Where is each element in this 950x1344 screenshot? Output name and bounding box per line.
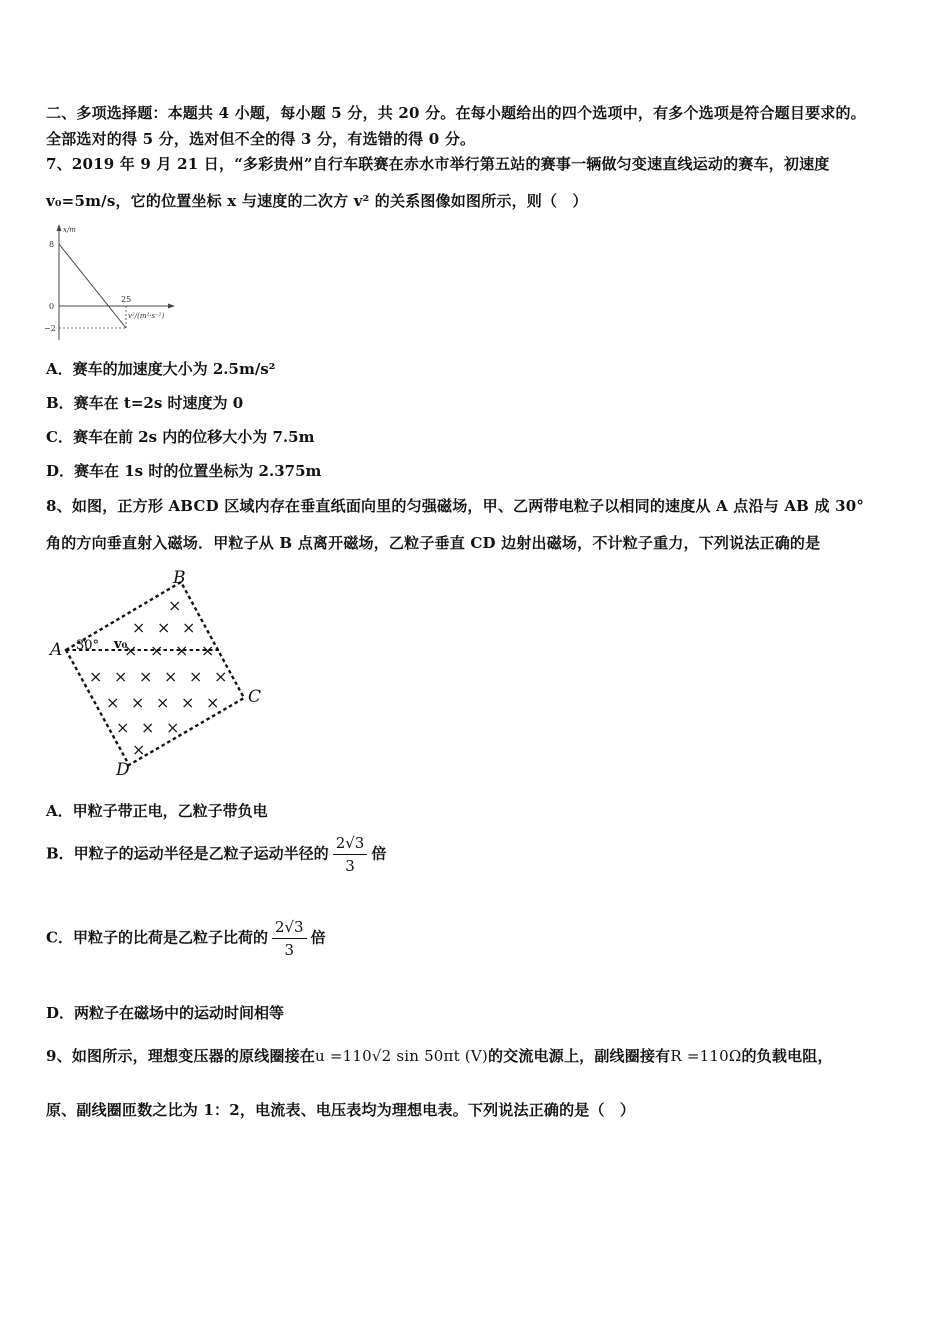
field-crosses: [89, 596, 227, 759]
cross: ×: [114, 667, 128, 686]
frac-denominator: 3: [284, 941, 295, 959]
q8-figure: [44, 565, 274, 785]
label-angle: 30°: [76, 638, 100, 653]
label-b: B: [173, 568, 186, 588]
cross: ×: [132, 618, 146, 637]
frac-denominator: 3: [345, 857, 355, 875]
label-a: A: [50, 640, 63, 660]
cross: ×: [201, 641, 215, 660]
cross: ×: [166, 718, 180, 737]
section-heading-line1: 二、多项选择题：本题共 4 小题，每小题 5 分，共 20 分。在每小题给出的四个选项中，有多个选项是符合题目要求的。: [46, 104, 866, 122]
q7-stem-line2: v₀=5m/s，它的位置坐标 x 与速度的二次方 v² 的关系图像如图所示，则（ ）: [46, 192, 588, 210]
q9-stem-pre: 9、如图所示，理想变压器的原线圈接在: [46, 1047, 316, 1065]
fraction-two-root3-over3: [333, 834, 368, 875]
cross: ×: [132, 740, 146, 759]
cross: ×: [106, 693, 120, 712]
graph-tick-8: 8: [49, 240, 55, 249]
cross: ×: [189, 667, 203, 686]
cross: ×: [164, 667, 178, 686]
cross: ×: [168, 596, 182, 615]
frac-numerator: 2√3: [274, 918, 304, 936]
cross: ×: [131, 693, 145, 712]
graph-line: [59, 244, 126, 328]
q8-option-c-text: C．甲粒子的比荷是乙粒子比荷的: [46, 928, 268, 947]
label-d: D: [116, 760, 130, 780]
graph-y-label: x/m: [63, 226, 76, 234]
cross: ×: [181, 693, 195, 712]
cross: ×: [150, 641, 164, 660]
graph-tick-0: 0: [49, 302, 55, 311]
section-heading-line2: 全部选对的得 5 分，选对但不全的得 3 分，有选错的得 0 分。: [46, 130, 476, 148]
q8-option-a[interactable]: A．甲粒子带正电，乙粒子带负电: [46, 802, 268, 820]
graph-tick-25: 25: [121, 295, 132, 304]
q8-stem-line1: 8、如图，正方形 ABCD 区域内存在垂直纸面向里的匀强磁场，甲、乙两带电粒子以相同的速度从 A 点沿与 AB 成 30°: [46, 497, 865, 515]
cross: ×: [214, 667, 228, 686]
q7-graph: [44, 222, 184, 342]
q9-stem-post: 的负载电阻，: [741, 1047, 833, 1065]
q8-option-c-suffix: 倍: [310, 928, 326, 947]
cross: ×: [116, 718, 130, 737]
cross: ×: [156, 693, 170, 712]
cross: ×: [182, 618, 196, 637]
q8-option-b[interactable]: [46, 834, 386, 875]
frac-numerator: 2√3: [335, 834, 365, 852]
graph-x-label: v²/(m²·s⁻²): [128, 312, 165, 320]
cross: ×: [139, 667, 153, 686]
cross: ×: [157, 618, 171, 637]
fraction-two-root3-over3: [272, 918, 307, 959]
cross: ×: [206, 693, 220, 712]
q8-stem-line2: 角的方向垂直射入磁场．甲粒子从 B 点离开磁场，乙粒子垂直 CD 边射出磁场，不计粒子重力，下列说法正确的是: [46, 534, 821, 552]
cross: ×: [175, 641, 189, 660]
cross: ×: [89, 667, 103, 686]
q8-option-b-text: B．甲粒子的运动半径是乙粒子运动半径的: [46, 844, 329, 863]
cross: ×: [141, 718, 155, 737]
q7-option-c[interactable]: C．赛车在前 2s 内的位移大小为 7.5m: [46, 428, 315, 446]
q8-option-c[interactable]: [46, 918, 326, 959]
q9-stem-mid: 的交流电源上，副线圈接有: [487, 1047, 671, 1065]
cross: ×: [124, 641, 138, 660]
q7-option-b[interactable]: B．赛车在 t=2s 时速度为 0: [46, 394, 244, 412]
label-v0: v₀: [114, 637, 128, 652]
formula-u: u =110√2 sin 50πt (V): [315, 1047, 488, 1065]
formula-r: R =110Ω: [670, 1047, 742, 1065]
q9-stem-line1: [46, 1045, 833, 1066]
q9-stem-line2: 原、副线圈匝数之比为 1：2，电流表、电压表均为理想电表。下列说法正确的是（ ）: [46, 1101, 636, 1119]
graph-tick-neg2: −2: [44, 324, 56, 333]
q8-option-b-suffix: 倍: [371, 844, 387, 863]
q8-option-d[interactable]: D．两粒子在磁场中的运动时间相等: [46, 1004, 285, 1022]
q7-option-d[interactable]: D．赛车在 1s 时的位置坐标为 2.375m: [46, 462, 322, 480]
q7-stem-line1: 7、2019 年 9 月 21 日，“多彩贵州”自行车联赛在赤水市举行第五站的赛事一辆做匀变速直线运动的赛车，初速度: [46, 155, 830, 173]
q7-option-a[interactable]: A．赛车的加速度大小为 2.5m/s²: [46, 360, 276, 378]
label-c: C: [248, 687, 262, 707]
